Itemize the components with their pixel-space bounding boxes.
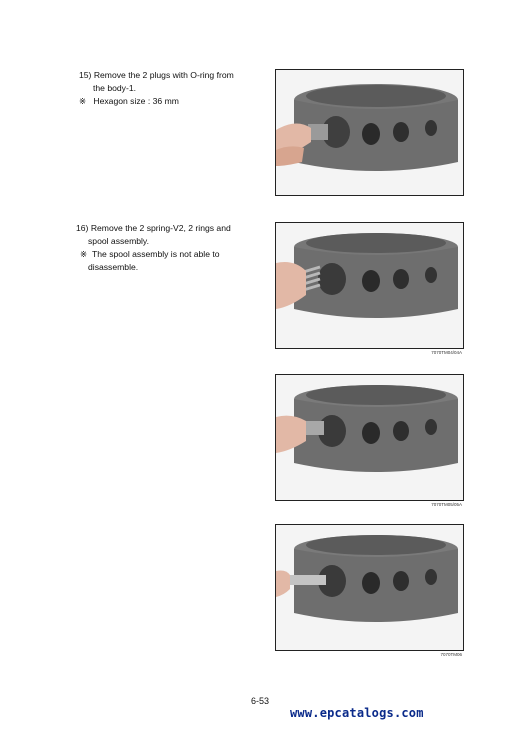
photo-4 xyxy=(275,524,464,651)
step-note xyxy=(76,248,261,261)
valve-disassembly-photo xyxy=(276,375,463,500)
photo-caption: 7070TM05/05A xyxy=(431,502,462,507)
step-text-line: spool assembly. xyxy=(88,236,149,246)
step-text-line: Remove the 2 plugs with O-ring from xyxy=(93,70,234,80)
step-15 xyxy=(79,69,259,108)
photo-1 xyxy=(275,69,464,196)
step-16 xyxy=(76,222,261,274)
step-number: 16) Remove the 2 spring-V2, 2 rings and xyxy=(76,223,231,233)
valve-disassembly-photo xyxy=(276,525,463,650)
photo-2 xyxy=(275,222,464,349)
photo-caption: 7070TM04/04A xyxy=(431,350,462,355)
valve-disassembly-photo xyxy=(276,223,463,348)
step-number: 15) Remove the 2 plugs with O-ring from xyxy=(79,70,234,80)
step-text-line: Remove the 2 spring-V2, 2 rings and xyxy=(90,223,231,233)
page-number: 6-53 xyxy=(250,696,269,706)
note-mark-icon: ※ xyxy=(80,249,88,259)
photo-caption: 7070TM06 xyxy=(440,652,462,657)
note-text: The spool assembly is not able to xyxy=(92,249,220,259)
note-text: Hexagon size : 36 mm xyxy=(93,96,179,106)
step-note xyxy=(79,95,259,108)
valve-disassembly-photo xyxy=(276,70,463,195)
step-text-line: the body-1. xyxy=(93,83,136,93)
note-text: disassemble. xyxy=(88,262,139,272)
photo-3 xyxy=(275,374,464,501)
watermark: www.epcatalogs.com xyxy=(290,706,424,720)
note-mark-icon: ※ xyxy=(79,96,87,106)
